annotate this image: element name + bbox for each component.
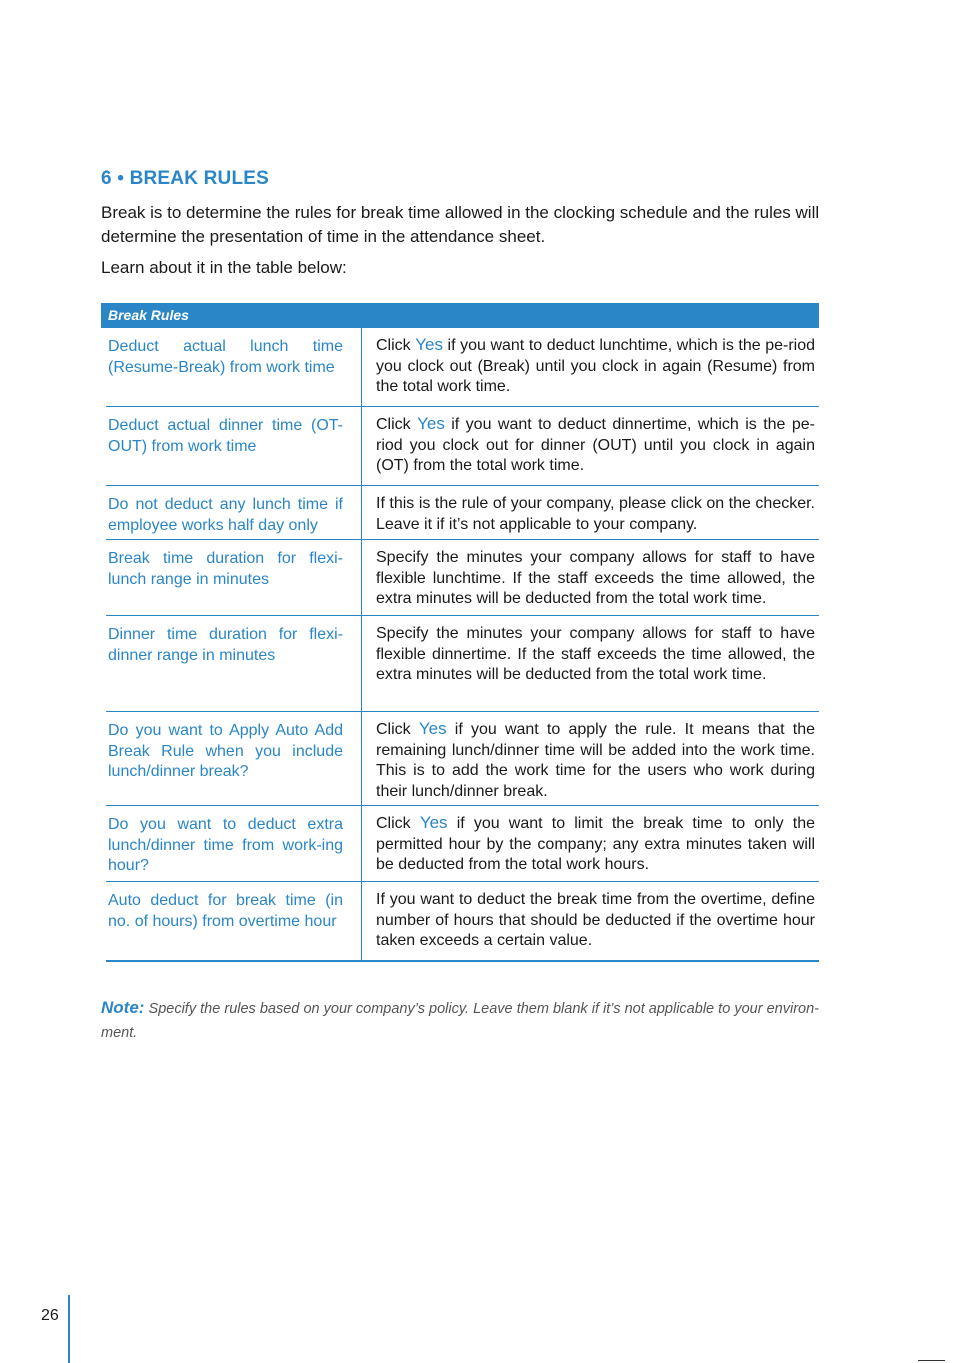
yes-link: Yes [415, 335, 443, 354]
table-row [106, 540, 819, 616]
table-row [106, 712, 819, 806]
note-text: Specify the rules based on your company’s policy. Leave them blank if it’s not applicable to your environ-ment. [101, 1001, 819, 1041]
yes-link: Yes [419, 813, 448, 832]
page-number-rule [68, 1295, 70, 1363]
learn-paragraph: Learn about it in the table below: [101, 258, 347, 277]
description-text: Specify the minutes your company allows for staff to have flexible dinnertime. If the staff exceeds the time allowed, the extra minutes will be deducted from the total work time. [376, 625, 815, 683]
yes-link: Yes [418, 719, 447, 738]
table-row [106, 328, 819, 407]
section-heading: 6 • BREAK RULES [101, 168, 270, 189]
description-cell [362, 712, 819, 805]
description-cell [362, 806, 819, 881]
rule-cell: Deduct actual dinner time (OT-OUT) from work time [106, 407, 362, 485]
rule-cell: Do you want to Apply Auto Add Break Rule when you include lunch/dinner break? [106, 712, 362, 805]
intro-paragraph: Break is to determine the rules for break time allowed in the clocking schedule and the rules will determine the presentation of time in the attendance sheet. [101, 203, 820, 246]
table-row [106, 407, 819, 486]
description-cell [362, 407, 819, 485]
page-number: 26 [41, 1307, 59, 1324]
description-cell [362, 616, 819, 711]
description-cell [362, 486, 819, 539]
table-row [106, 882, 819, 962]
description-text: if you want to deduct lunchtime, which is the pe-riod you clock out (Break) until you clock in again (Resume) from the total work time. [376, 337, 816, 395]
table-row [106, 616, 819, 712]
description-text: If this is the rule of your company, please click on the checker. Leave it if it’s not applicable to your company. [376, 495, 815, 533]
rule-cell: Do not deduct any lunch time if employee works half day only [106, 486, 362, 539]
rule-cell: Dinner time duration for flexi-dinner range in minutes [106, 616, 362, 711]
rule-cell: Deduct actual lunch time (Resume-Break) from work time [106, 328, 362, 406]
description-cell [362, 882, 819, 960]
description-cell [362, 328, 819, 406]
corner-mark [918, 1360, 945, 1361]
description-text: if you want to apply the rule. It means that the remaining lunch/dinner time will be added into the work time. This is to add the work time for the users who work during their lunch/dinner break. [376, 721, 816, 800]
click-text: Click [376, 337, 416, 354]
click-text: Click [376, 416, 418, 433]
click-text: Click [376, 721, 419, 738]
note-label: Note: [101, 998, 145, 1017]
note [101, 996, 819, 1045]
rule-cell: Break time duration for flexi-lunch range in minutes [106, 540, 362, 615]
description-text: if you want to deduct dinnertime, which is the pe-riod you clock out for dinner (OUT) until you clock in again (OT) from the total work time. [376, 416, 816, 474]
break-rules-table [101, 303, 819, 962]
yes-link: Yes [417, 414, 445, 433]
table-row [106, 806, 819, 882]
description-text: If you want to deduct the break time from the overtime, define number of hours that should be deducted if the overtime hour taken exceeds a certain value. [376, 891, 815, 949]
table-row [106, 486, 819, 540]
description-cell [362, 540, 819, 615]
description-text: if you want to limit the break time to only the permitted hour by the company; any extra minutes taken will be deducted from the total work hours. [376, 815, 816, 873]
rule-cell: Auto deduct for break time (in no. of hours) from overtime hour [106, 882, 362, 960]
description-text: Specify the minutes your company allows for staff to have flexible lunchtime. If the staff exceeds the time allowed, the extra minutes will be deducted from the total work time. [376, 549, 815, 607]
table-header: Break Rules [101, 303, 819, 328]
rule-cell: Do you want to deduct extra lunch/dinner time from work-ing hour? [106, 806, 362, 881]
click-text: Click [376, 815, 420, 832]
